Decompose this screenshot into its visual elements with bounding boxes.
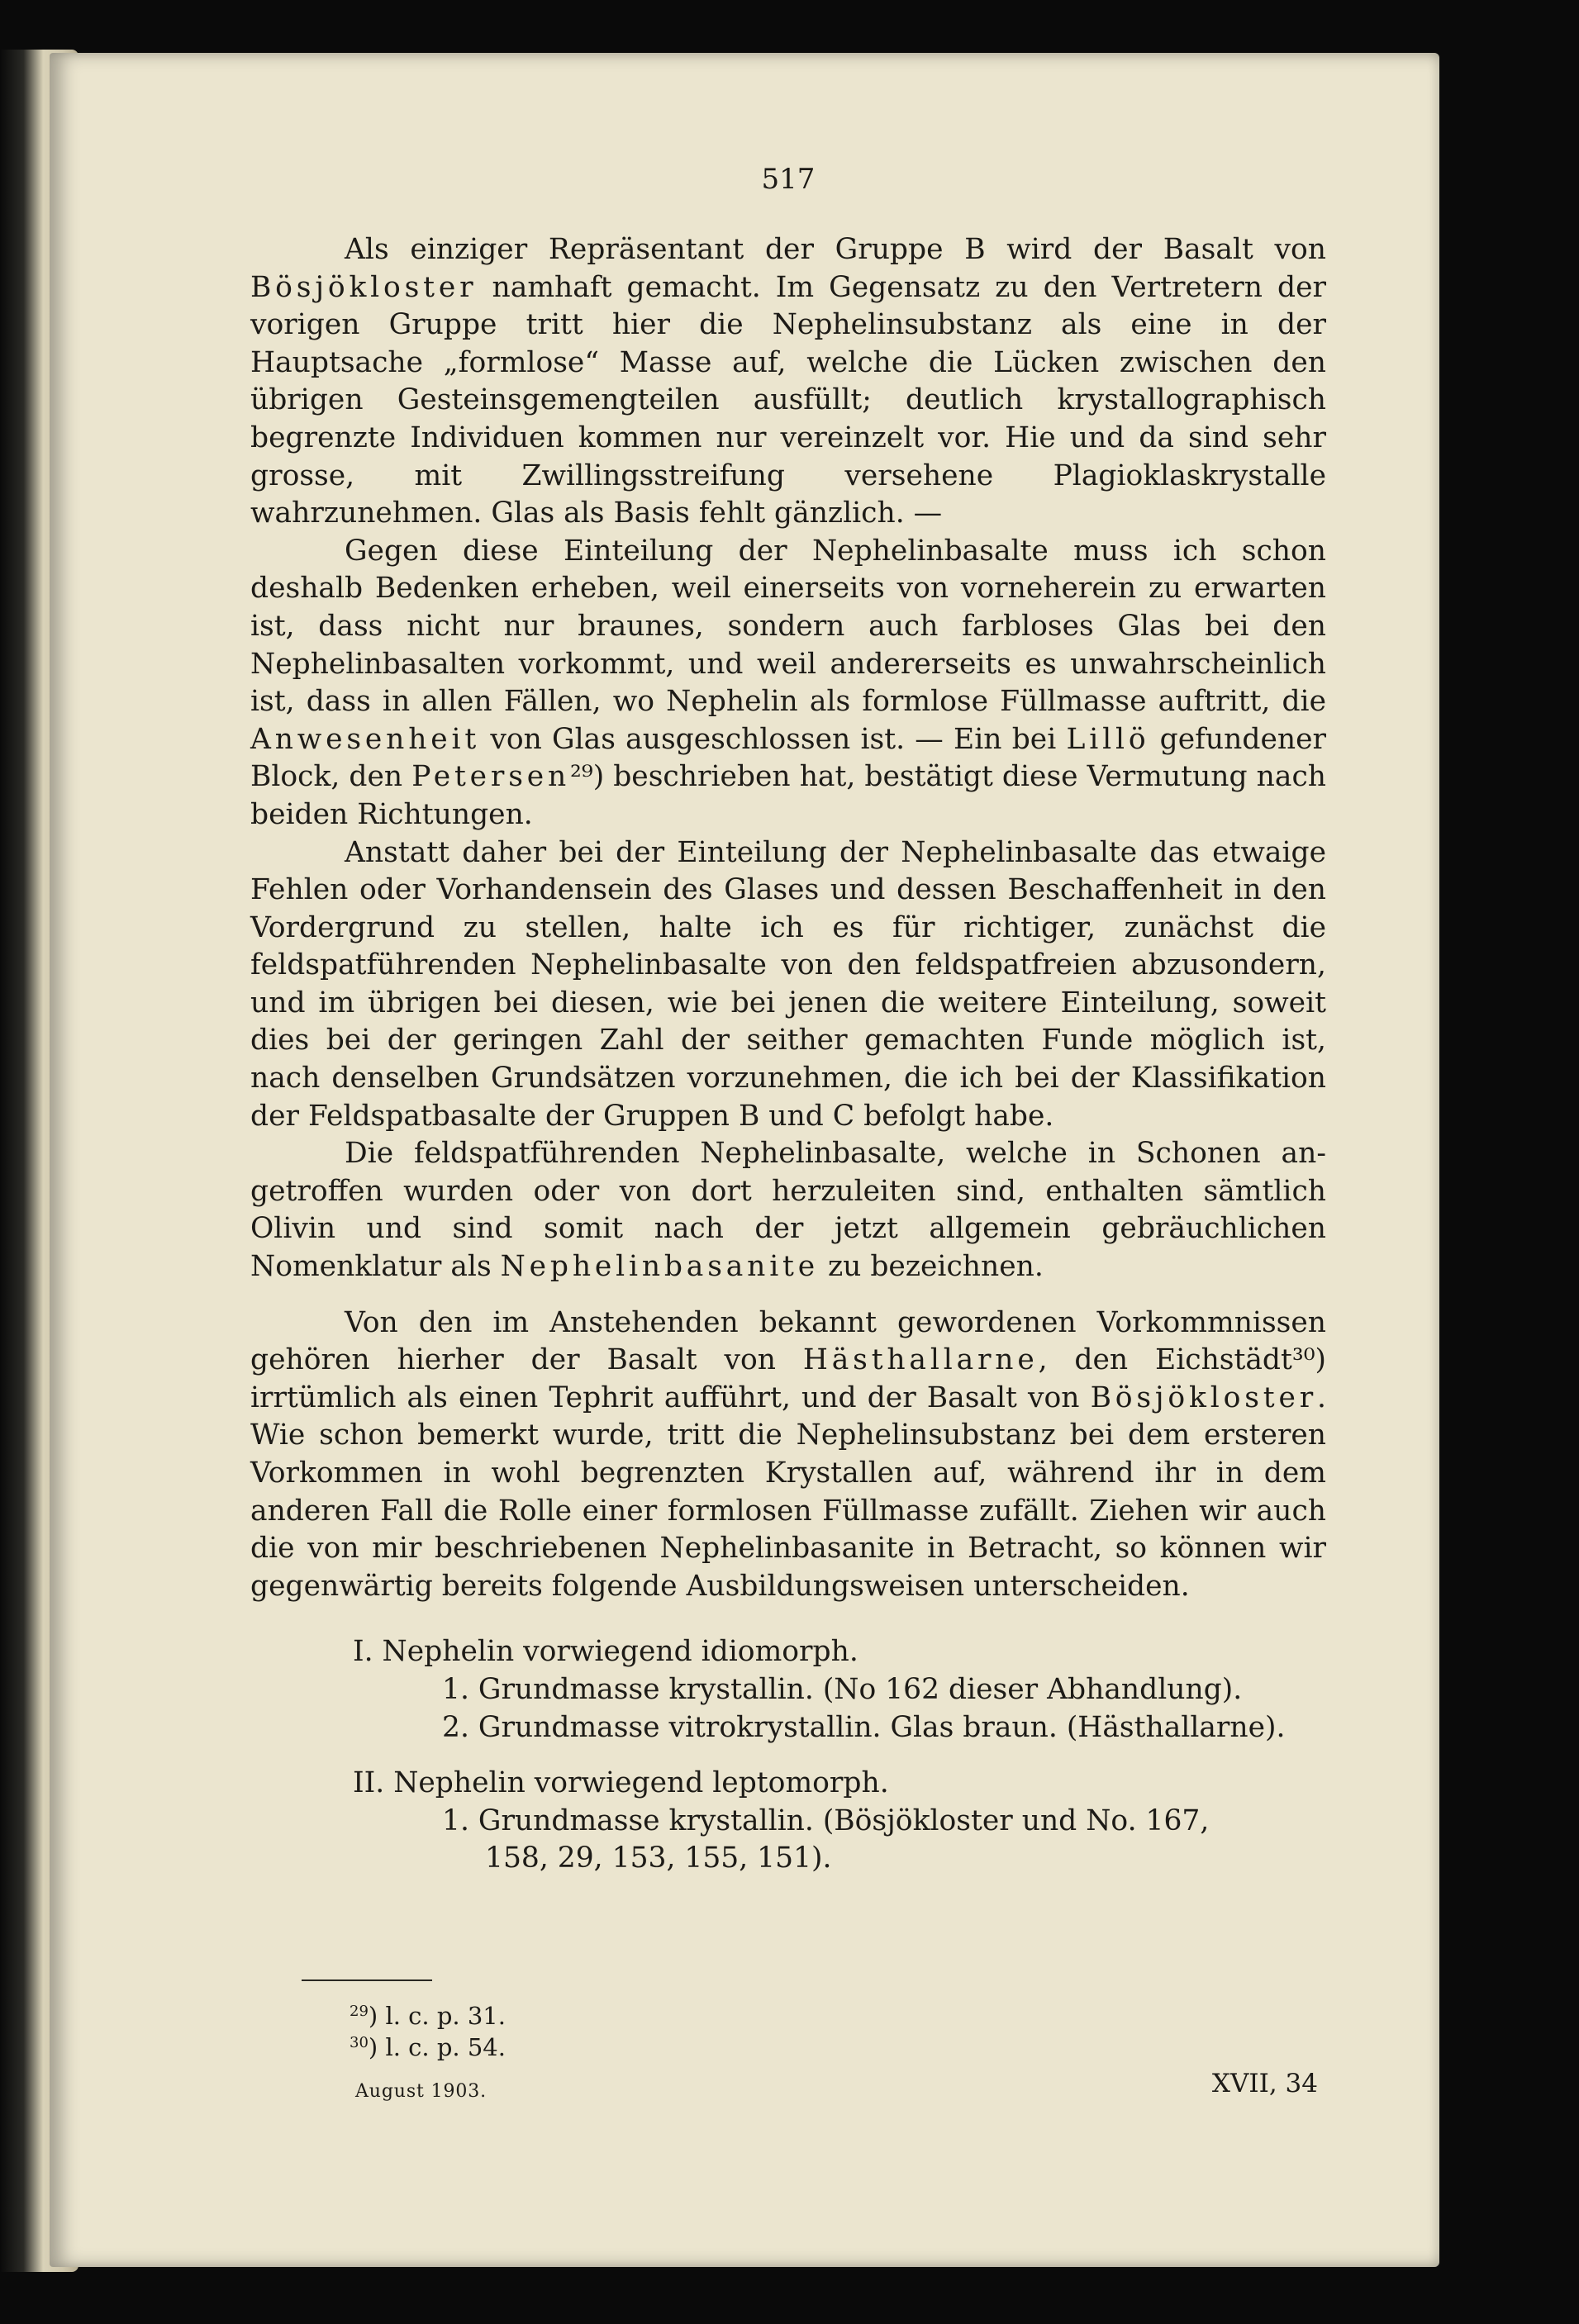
paragraph-1: Als einziger Repräsentant der Gruppe B wird der Basalt von Bösjökloster namhaft gemacht. Im Gegensatz zu den Vertretern der vorigen Gruppe tritt hier die Nephelinsubstanz als eine in der Hauptsache „formlose“ Masse auf, welche die Lücken zwischen den übrigen Gesteinsgemengteilen ausfüllt; deutlich krystallographisch begrenzte Individuen kommen nur vereinzelt vor. Hie und da sind sehr grosse, mit Zwillingsstreifung versehene Plagioklaskrystalle wahrzunehmen. Glas als Basis fehlt gänzlich. — — [250, 233, 1326, 530]
list-gap — [250, 1747, 1326, 1765]
spaced-term: Bösjökloster — [1090, 1381, 1318, 1414]
spaced-term: Anwesenheit — [250, 722, 481, 756]
paragraph-4: Die feldspatführenden Nephelinbasalte, welche in Schonen angetroffen wurden oder von dort herzuleiten sind, enthalten sämtlich Olivin und sind somit nach der jetzt allgemein gebräuchlichen Nomenklatur als Nephelinbasanite zu bezeichnen. — [250, 1137, 1326, 1284]
list-item: 1. Grundmasse krystallin. (No 162 dieser Abhandlung). — [442, 1672, 1243, 1706]
spaced-term: Petersen — [411, 760, 571, 794]
list-item: 2. Grundmasse vitrokrystallin. Glas braun. (Hästhallarne). — [442, 1710, 1286, 1744]
list-item: 1. Grundmasse krystallin. (Bösjökloster und No. 167, 158, 29, 153, 155, 151). — [442, 1804, 1210, 1875]
footnote-30: $^{30}$) l. c. p. 54. — [350, 2033, 506, 2061]
paragraph-5: Von den im Anstehenden bekannt gewordenen Vorkommnissen gehören hierher der Basalt von Hästhallarne, den Eichstädt³⁰) irrtümlich als einen Tephrit aufführt, und der Basalt von Bösjökloster. Wie schon bemerkt wurde, tritt die Nephelinsubstanz bei dem ersteren Vorkommen in wohl begrenzten Krystallen auf, während ihr in dem anderen Fall die Rolle einer formlosen Füllmasse zufällt. Ziehen wir auch die von mir beschriebenen Nephelinbasanite in Betracht, so können wir gegenwärtig bereits folgende Ausbildungsweisen unterscheiden. — [250, 1305, 1326, 1603]
list-group-heading: II. Nephelin vorwiegend leptomorph. — [353, 1766, 889, 1800]
footer-date: August 1903. — [355, 2081, 487, 2102]
list-group-heading: I. Nephelin vorwiegend idiomorph. — [353, 1635, 858, 1669]
body-text — [250, 231, 1326, 1878]
spaced-term: Lillö — [1066, 722, 1150, 756]
book-page — [50, 53, 1439, 2267]
footnote-rule — [302, 1979, 432, 1981]
footer-signature: XVII, 34 — [1211, 2069, 1318, 2098]
page-number: 517 — [761, 163, 816, 196]
classification-list — [250, 1633, 1326, 1878]
spaced-term: Hästhallarne — [802, 1343, 1039, 1377]
spaced-term: Nephelinbasanite — [500, 1250, 819, 1284]
paragraph-2: Gegen diese Einteilung der Nephelinbasalte muss ich schon deshalb Bedenken erheben, weil einerseits von vorneherein zu erwarten ist, dass nicht nur braunes, sondern auch farbloses Glas bei den Nephelinbasalten vorkommt, und weil andererseits es unwahrscheinlich ist, dass in allen Fällen, wo Nephelin als formlose Füllmasse auftritt, die Anwesenheit von Glas ausgeschlossen ist. — Ein bei Lillö gefundener Block, den Petersen²⁹) beschrieben hat, bestätigt diese Vermutung nach beiden Richtungen. — [250, 534, 1326, 831]
spaced-term: Bösjökloster — [250, 270, 478, 304]
footnote-29: $^{29}$) l. c. p. 31. — [350, 2002, 506, 2030]
paragraph-3: Anstatt daher bei der Einteilung der Nephelinbasalte das etwaige Fehlen oder Vorhandensein des Glases und dessen Beschaffenheit in den Vordergrund zu stellen, halte ich es für richtiger, zunächst die feldspatführenden Nephelinbasalte von den feldspatfreien abzusondern, und im übrigen bei diesen, wie bei jenen die weitere Einteilung, soweit dies bei der geringen Zahl der seither gemachten Funde möglich ist, nach denselben Grundsätzen vorzunehmen, die ich bei der Klassifikation der Feldspatbasalte der Gruppen B und C befolgt habe. — [250, 835, 1326, 1133]
paragraph-gap — [250, 1286, 1326, 1305]
